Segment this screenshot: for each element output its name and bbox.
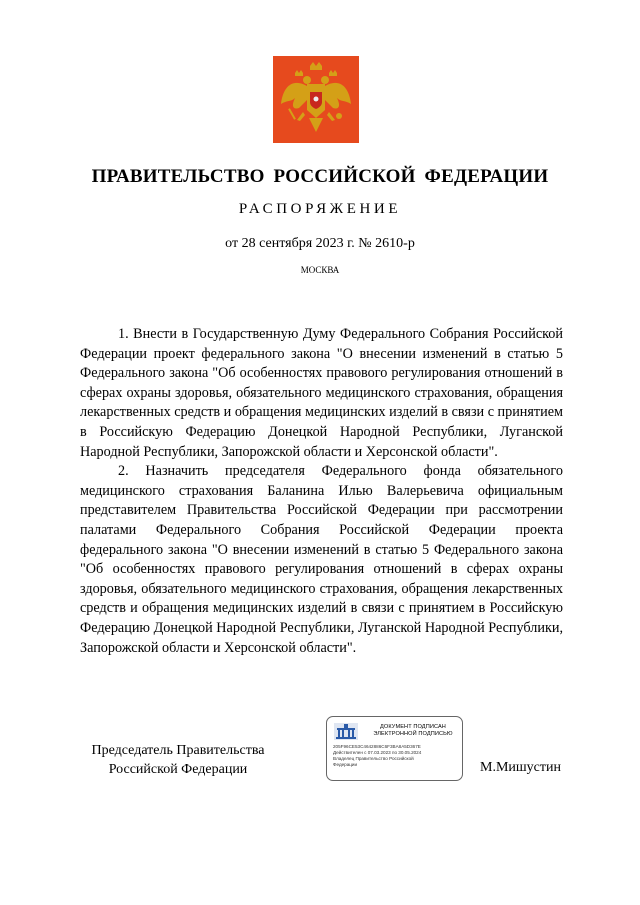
signer-name: М.Мишустин	[480, 760, 561, 775]
stamp-certificate: 205F96CE53C4642886C6F3BA8A5D367E	[333, 744, 421, 749]
electronic-signature-stamp	[326, 716, 463, 781]
stamp-heading	[365, 724, 461, 738]
page-title: ПРАВИТЕЛЬСТВО РОССИЙСКОЙ ФЕДЕРАЦИИ	[91, 166, 549, 187]
stamp-heading-line1: ДОКУМЕНТ ПОДПИСАН	[380, 724, 446, 730]
paragraph-1: 1. Внести в Государственную Думу Федерального Собрания Российской Федерации проект федерального закона "О внесении изменений в статью 5 Федерального закона "Об особенностях правового регулирования отношений в сферах охраны здоровья, обязательного медицинского страхования, обращения лекарственных средств и обращения медицинских изделий в связи с принятием в Российскую Федерацию Донецкой Народной Республики, Луганской Народной Республики, Запорожской области и Херсонской области".	[80, 326, 563, 460]
document-type: РАСПОРЯЖЕНИЕ	[238, 201, 402, 217]
stamp-owner-line1: Владелец Правительство Российской	[333, 756, 414, 761]
signer-position	[78, 741, 278, 779]
document-city: МОСКВА	[300, 265, 340, 275]
stamp-heading-line2: ЭЛЕКТРОННОЙ ПОДПИСЬЮ	[373, 731, 453, 737]
paragraph-2: 2. Назначить председателя Федерального фонда обязательного медицинского страхования Баланина Илью Валерьевича официальным представителем Правительства Российской Федерации при рассмотрении палатами Федерального Собрания Российской Федерации проекта федерального закона "О внесении изменений в статью 5 Федерального закона "Об особенностях правового регулирования отношений в сферах охраны здоровья, обязательного медицинского страхования, обращения лекарственных средств и обращения медицинских изделий в связи с принятием в Российскую Федерацию Донецкой Народной Республики, Луганской Народной Республики, Запорожской области и Херсонской области".	[80, 463, 563, 656]
stamp-validity: Действителен с 07.03.2023 по 30.05.2024	[333, 750, 422, 755]
coat-of-arms-icon	[273, 56, 359, 143]
signer-position-line1: Председатель Правительства	[91, 743, 265, 758]
signer-position-line2: Российской Федерации	[108, 762, 248, 777]
government-building-icon	[334, 723, 358, 740]
stamp-owner-line2: Федерации	[333, 762, 358, 767]
document-body	[80, 325, 563, 658]
document-date-number: от 28 сентября 2023 г. № 2610-р	[225, 236, 415, 251]
stamp-details	[333, 744, 461, 768]
